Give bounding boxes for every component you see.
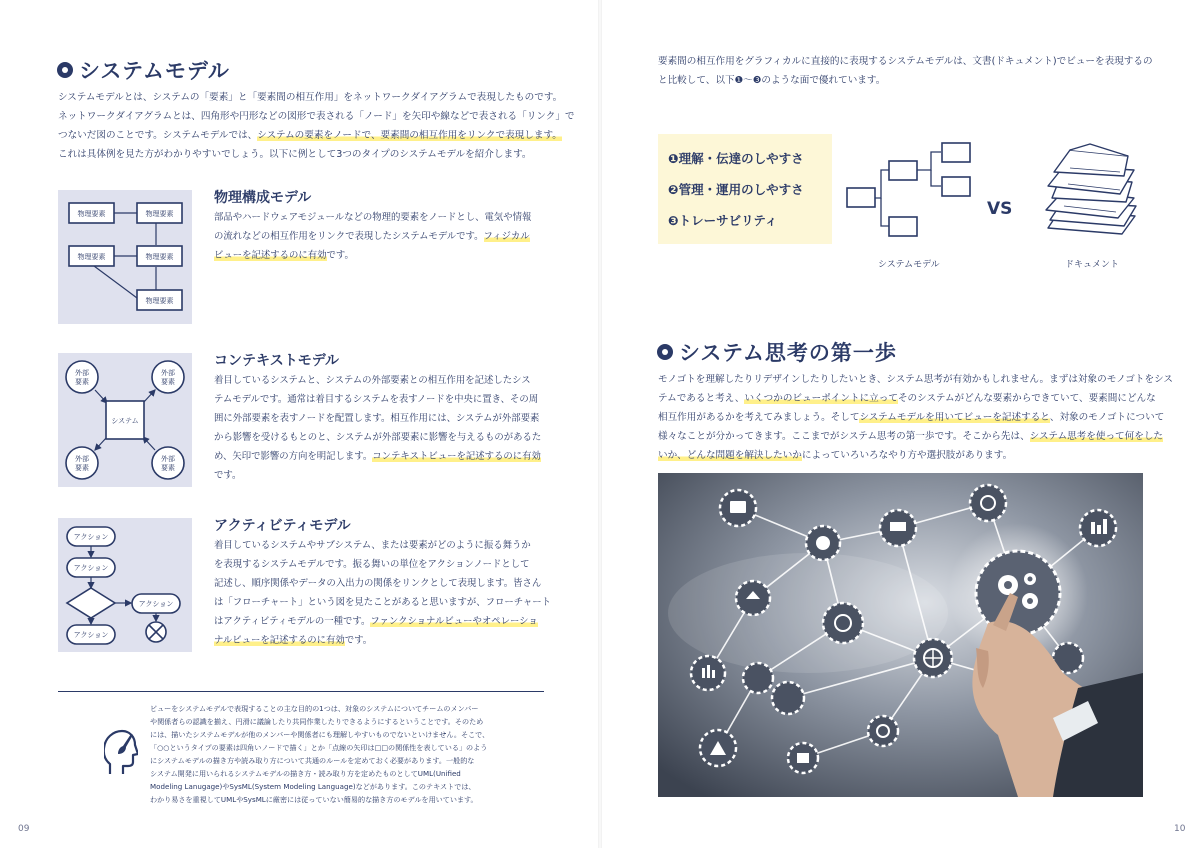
external-label: 外部 — [75, 369, 89, 377]
document-stack-icon — [1040, 140, 1140, 240]
physical-model-diagram — [58, 190, 192, 324]
external-label: 外部 — [161, 455, 175, 463]
activity-model-diagram — [58, 518, 192, 652]
section-divider — [58, 691, 544, 692]
physical-model-title: 物理構成モデル — [214, 190, 312, 206]
activity-model-svg — [58, 518, 192, 652]
right-intro-paragraph: 要素間の相互作用をグラフィカルに直接的に表現するシステムモデルは、文書(ドキュメント)でビューを表現するの と比較して、以下❶〜❸のような面で優れています。 — [658, 56, 1153, 86]
network-photo — [658, 473, 1143, 797]
benefit-item: ❶理解・伝達のしやすさ — [668, 151, 804, 166]
network-illustration — [658, 473, 1143, 797]
bullet-circle-icon — [657, 344, 673, 360]
footnote-text: ビューをシステムモデルで表現することの主な目的の1つは、対象のシステムについてチームのメンバー や関係者らの認識を揃え、円滑に議論したり共同作業したりできるようにするということです。そのため には、描いたシステムモデルが他のメンバーや関係者にも理解しやすいものでないといけません。そこで、 「○○というタイプの要素は四角いノードで描く」とか「点線の矢印は□□の関係性を表している」のよう にシステムモデルの描き方や読み取り方について共通のルールを定めておく必要があります。一般的な システム開発に用いられるシステムモデルの描き方・読み取り方を定めたものとしてUML(Unified Modeling Lanugage)やSysML(System Modeling Language)などがあります。このテキストでは、 わかり易さを重視してUMLやSysMLに厳密には従っていない簡易的な描き方のモデルを用いています。 — [150, 704, 490, 804]
external-label: 外部 — [161, 369, 175, 377]
activity-model-title: アクティビティモデル — [214, 518, 351, 534]
intro-paragraph: システムモデルとは、システムの「要素」と「要素間の相互作用」をネットワークダイアグラムで表現したものです。 ネットワークダイアグラムとは、四角形や円形などの図形で表される「ノード」を矢印や線などで表される「リンク」で つないだ図のことです。システムモデルでは、システムの要素をノードで、要素間の相互作用をリンクで表現します。 これは具体例を見た方がわかりやすいでしょう。以下に例として3つのタイプのシステムモデルを紹介します。 — [58, 92, 575, 160]
right-page — [600, 0, 1200, 848]
external-label: 要素 — [75, 464, 89, 472]
page-number-left: 09 — [18, 824, 30, 834]
benefit-item: ❷管理・運用のしやすさ — [668, 182, 804, 197]
physical-model-svg — [58, 190, 192, 324]
context-model-diagram — [58, 353, 192, 487]
vs-label: VS — [987, 199, 1013, 219]
context-model-body: 着目しているシステムと、システムの外部要素との相互作用を記述したシス テムモデルです。通常は着目するシステムを表すノードを中央に置き、その周 囲に外部要素を表すノードを配置します。相互作用には、システムが外部要素 から影響を受けるもとのと、システムが外部要素に影響を与えるものがあるた め、矢印で影響の方向を明記します。コンテキストビューを記述するのに有効 です。 — [214, 375, 542, 481]
external-label: 外部 — [75, 455, 89, 463]
caption-document: ドキュメント — [1065, 260, 1120, 270]
context-model-title: コンテキストモデル — [214, 353, 340, 369]
external-label: 要素 — [161, 378, 175, 386]
section-heading-system-model: システムモデル — [57, 55, 230, 85]
context-model-svg — [58, 353, 192, 487]
action-label: アクション — [73, 564, 109, 572]
system-model-illustration — [845, 140, 975, 240]
activity-model-body: 着目しているシステムやサブシステム、または要素がどのように振る舞うか を表現するシステムモデルです。振る舞いの単位をアクションノードとして 記述し、順序関係やデータの入出力の関係をリンクとして表現します。皆さん は「フローチャート」という図を見たことがあると思いますが、フローチャート はアクティビティモデルの一種です。ファンクショナルビューやオペレーショ ナルビューを記述するのに有効です。 — [214, 540, 551, 646]
node-label: 物理要素 — [77, 210, 106, 218]
action-label: アクション — [138, 600, 174, 608]
node-label: 物理要素 — [145, 253, 174, 261]
node-label: 物理要素 — [145, 297, 174, 305]
page-number-right: 10 — [1174, 824, 1186, 834]
caption-system-model: システムモデル — [878, 260, 940, 270]
external-label: 要素 — [161, 464, 175, 472]
action-label: アクション — [73, 533, 109, 541]
external-label: 要素 — [75, 378, 89, 386]
node-label: 物理要素 — [145, 210, 174, 218]
action-label: アクション — [73, 631, 109, 639]
system-node-label: システム — [111, 417, 139, 425]
benefit-item: ❸トレーサビリティ — [668, 213, 778, 228]
system-thinking-paragraph: モノゴトを理解したりリデザインしたりしたいとき、システム思考が有効かもしれません。まずは対象のモノゴトをシス テムであると考え、いくつかのビューポイントに立ってそのシステムがどんな要素からできていて、要素間にどんな 相互作用があるかを考えてみましょう。そしてシステムモデルを用いてビューを記述すると、対象のモノゴトについて 様々なことが分かってきます。ここまでがシステム思考の第一歩です。そこから先は、システム思考を使って何をした いか、どんな問題を解決したいかによっていろいろなやり方や選択肢があります。 — [658, 374, 1173, 461]
bullet-circle-icon — [57, 62, 73, 78]
node-label: 物理要素 — [77, 253, 106, 261]
section-heading-system-thinking: システム思考の第一歩 — [657, 337, 897, 367]
benefits-box — [658, 134, 832, 244]
physical-model-body: 部品やハードウェアモジュールなどの物理的要素をノードとし、電気や情報 の流れなどの相互作用をリンクで表現したシステムモデルです。フィジカル ビューを記述するのに有効です。 — [214, 212, 532, 261]
thinking-head-icon — [104, 728, 138, 776]
